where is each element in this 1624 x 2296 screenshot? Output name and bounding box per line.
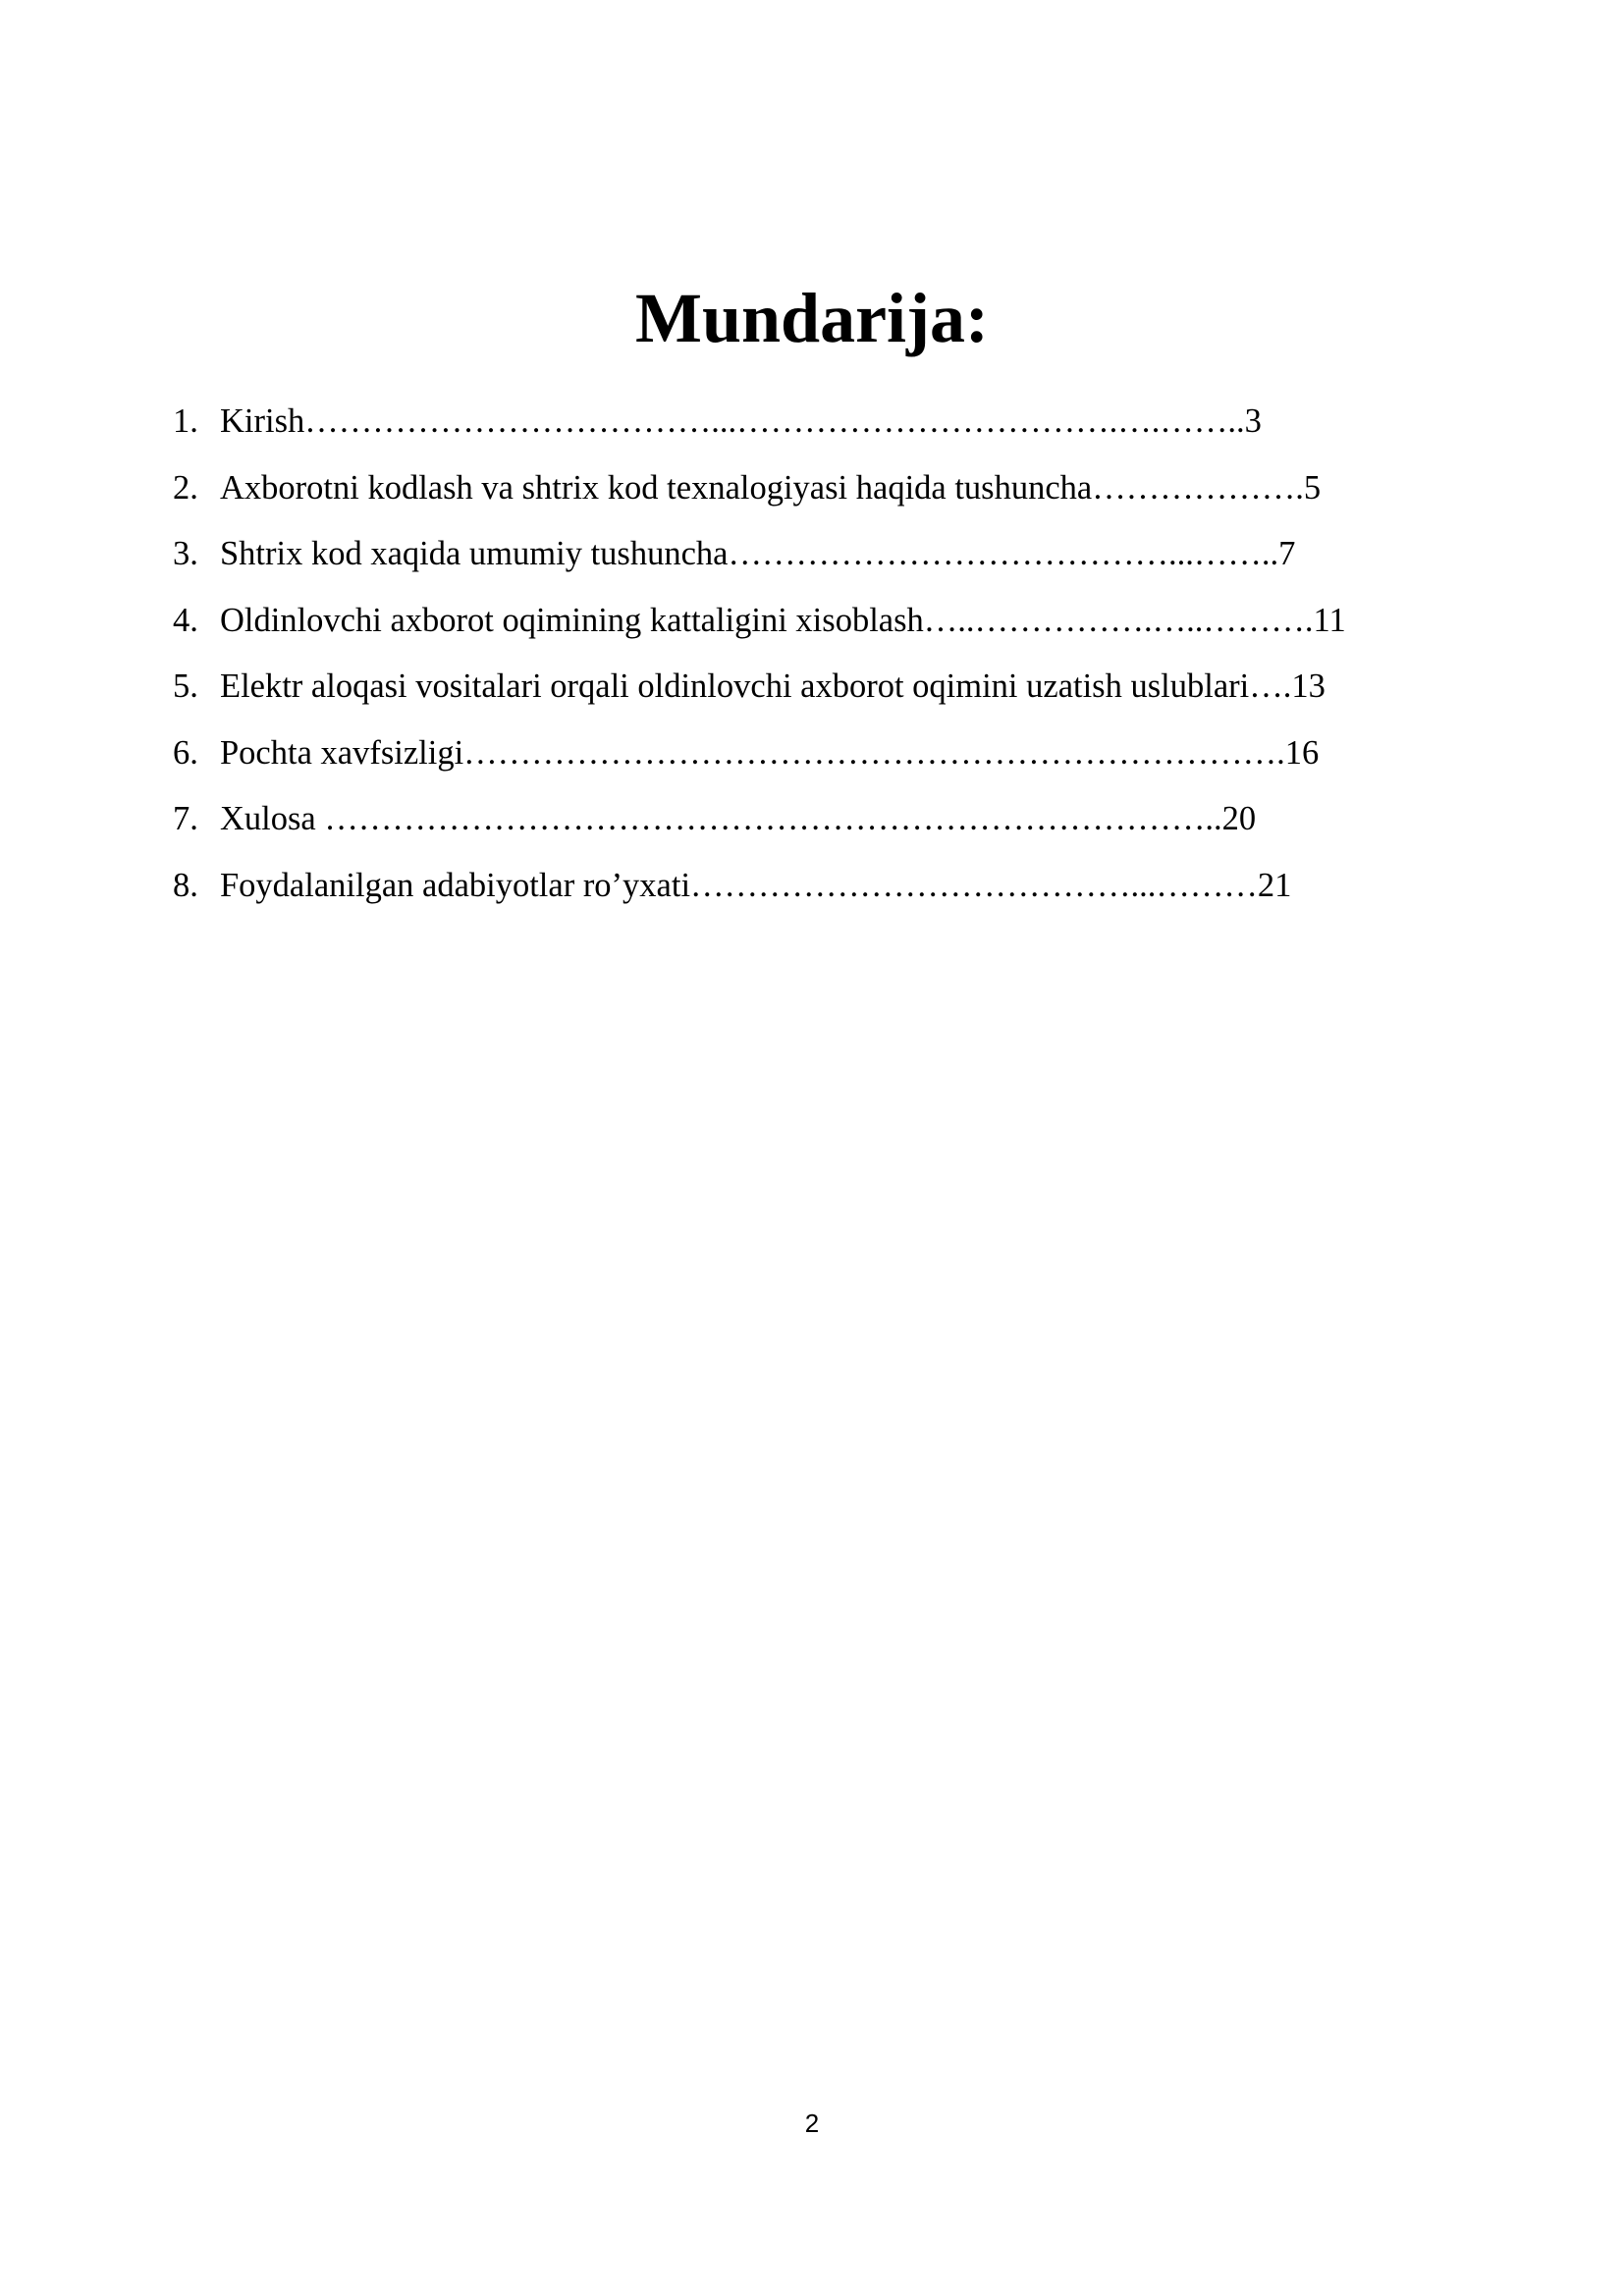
toc-entry[interactable] xyxy=(173,721,1489,787)
toc-entry-text: Axborotni kodlash va shtrix kod texnalogiyasi haqida tushuncha……………….5 xyxy=(220,468,1322,507)
toc-entry-number: 8. xyxy=(173,866,198,904)
toc-entry-text: Kirish………………………………...…………………………….….……..3 xyxy=(220,402,1262,441)
toc-entry-text: Xulosa ……………………………………………………………………..20 xyxy=(220,800,1257,838)
toc-entry-text: Shtrix kod xaqida umumiy tushuncha…………………………………...……..7 xyxy=(220,535,1296,573)
toc-entry[interactable] xyxy=(173,853,1489,920)
page-number: 2 xyxy=(804,2109,820,2138)
toc-entry-text: Elektr aloqasi vositalari orqali oldinlovchi axborot oqimini uzatish uslublari….13 xyxy=(220,667,1326,706)
toc-entry[interactable] xyxy=(173,455,1489,522)
toc-entry-number: 7. xyxy=(173,800,198,838)
table-of-contents xyxy=(173,389,1489,919)
toc-entry-text: Pochta xavfsizligi……………………………………………………………….16 xyxy=(220,733,1320,772)
toc-entry-text: Oldinlovchi axborot oqimining kattaligini xisoblash…..…………….…..……….11 xyxy=(220,601,1346,639)
toc-entry-number: 4. xyxy=(173,601,198,639)
toc-entry[interactable] xyxy=(173,389,1489,455)
page-title: Mundarija: xyxy=(635,279,989,357)
toc-entry-number: 1. xyxy=(173,402,198,441)
toc-entry[interactable] xyxy=(173,521,1489,588)
toc-entry-text: Foydalanilgan adabiyotlar ro’yxati…………………………………...………21 xyxy=(220,866,1292,904)
toc-entry[interactable] xyxy=(173,588,1489,655)
toc-entry[interactable] xyxy=(173,786,1489,853)
toc-entry-number: 5. xyxy=(173,667,198,706)
toc-entry-number: 3. xyxy=(173,535,198,573)
toc-entry-number: 2. xyxy=(173,468,198,507)
toc-entry[interactable] xyxy=(173,654,1489,721)
toc-entry-number: 6. xyxy=(173,733,198,772)
